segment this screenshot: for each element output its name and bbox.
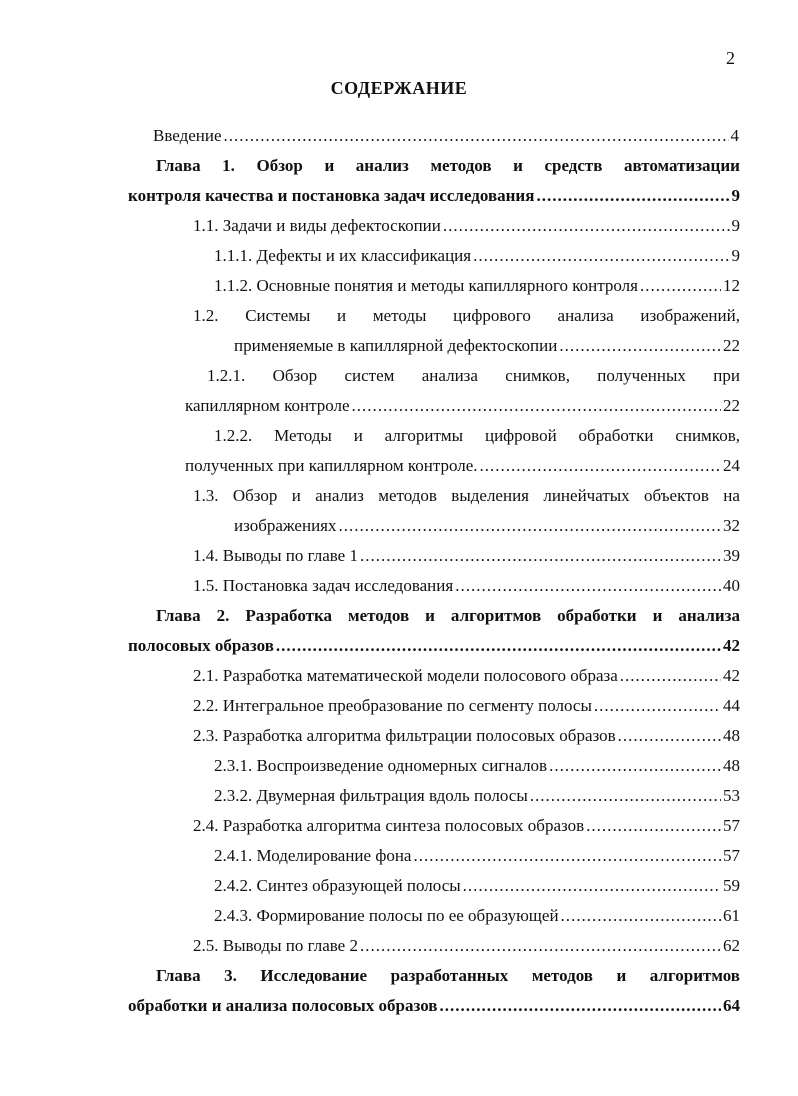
toc-chapter-1-line1: Глава 1. Обзор и анализ методов и средств автоматизации [156, 156, 740, 175]
toc-chapter-2-line2: полосовых образов ..... 42 [128, 631, 740, 661]
toc-entry-1-2-line2: применяемые в капиллярной дефектоскопии ..... 22 [234, 331, 740, 361]
toc-entry-2-3-1: 2.3.1. Воспроизведение одномерных сигналов ..... 48 [214, 751, 740, 781]
leader-dots [224, 121, 729, 151]
toc-entry-page: 4 [730, 126, 739, 145]
toc-entry-2-4-2: 2.4.2. Синтез образующей полосы ..... 59 [214, 871, 740, 901]
toc-chapter-3-line2: обработки и анализа полосовых образов ..... 64 [128, 991, 740, 1021]
toc-entry-1-2-1-line1: 1.2.1. Обзор систем анализа снимков, полученных при [207, 366, 740, 385]
toc-entry-2-4-1: 2.4.1. Моделирование фона ..... 57 [214, 841, 740, 871]
toc-entry-2-1: 2.1. Разработка математической модели полосового образа ..... 42 [193, 661, 740, 691]
toc-entry-title: контроля качества и постановка задач исследования [128, 186, 535, 205]
toc-entry-1-1: 1.1. Задачи и виды дефектоскопии ..... 9 [193, 211, 740, 241]
toc-entry-1-3-line1: 1.3. Обзор и анализ методов выделения линейчатых объектов на [193, 486, 740, 505]
toc-entry-1-1-2: 1.1.2. Основные понятия и методы капиллярного контроля ..... 12 [214, 271, 740, 301]
page-title: СОДЕРЖАНИЕ [330, 78, 468, 98]
page-number: 2 [726, 48, 735, 68]
leader-dots [536, 181, 729, 211]
toc-entry-2-3-2: 2.3.2. Двумерная фильтрация вдоль полосы ..... 53 [214, 781, 740, 811]
toc-chapter-2-line1: Глава 2. Разработка методов и алгоритмов обработки и анализа [156, 606, 740, 625]
toc-entry-1-2-line1: 1.2. Системы и методы цифрового анализа изображений, [193, 306, 740, 325]
toc-entry-1-5: 1.5. Постановка задач исследования ..... 40 [193, 571, 740, 601]
toc-entry-1-1-1: 1.1.1. Дефекты и их классификация ..... 9 [214, 241, 740, 271]
toc-entry-1-3-line2: изображениях ..... 32 [234, 511, 740, 541]
toc-chapter-3-line1: Глава 3. Исследование разработанных методов и алгоритмов [156, 966, 740, 985]
table-of-contents [0, 118, 798, 1078]
toc-entry-1-2-2-line1: 1.2.2. Методы и алгоритмы цифровой обработки снимков, [214, 426, 740, 445]
toc-entry-2-3: 2.3. Разработка алгоритма фильтрации полосовых образов ..... 48 [193, 721, 740, 751]
toc-entry-1-2-2-line2: полученных при капиллярном контроле. ..... 24 [185, 451, 740, 481]
toc-entry-page: 9 [731, 186, 740, 205]
toc-entry-2-5: 2.5. Выводы по главе 2 ..... 62 [193, 931, 740, 961]
toc-entry-2-2: 2.2. Интегральное преобразование по сегменту полосы ..... 44 [193, 691, 740, 721]
toc-entry-2-4-3: 2.4.3. Формирование полосы по ее образующей ..... 61 [214, 901, 740, 931]
toc-entry-title: Введение [153, 126, 222, 145]
toc-chapter-1-line2 [128, 181, 740, 211]
toc-entry-1-2-1-line2: капиллярном контроле ..... 22 [185, 391, 740, 421]
toc-entry-1-4: 1.4. Выводы по главе 1 ..... 39 [193, 541, 740, 571]
toc-entry-intro [153, 121, 739, 151]
toc-entry-2-4: 2.4. Разработка алгоритма синтеза полосовых образов ..... 57 [193, 811, 740, 841]
